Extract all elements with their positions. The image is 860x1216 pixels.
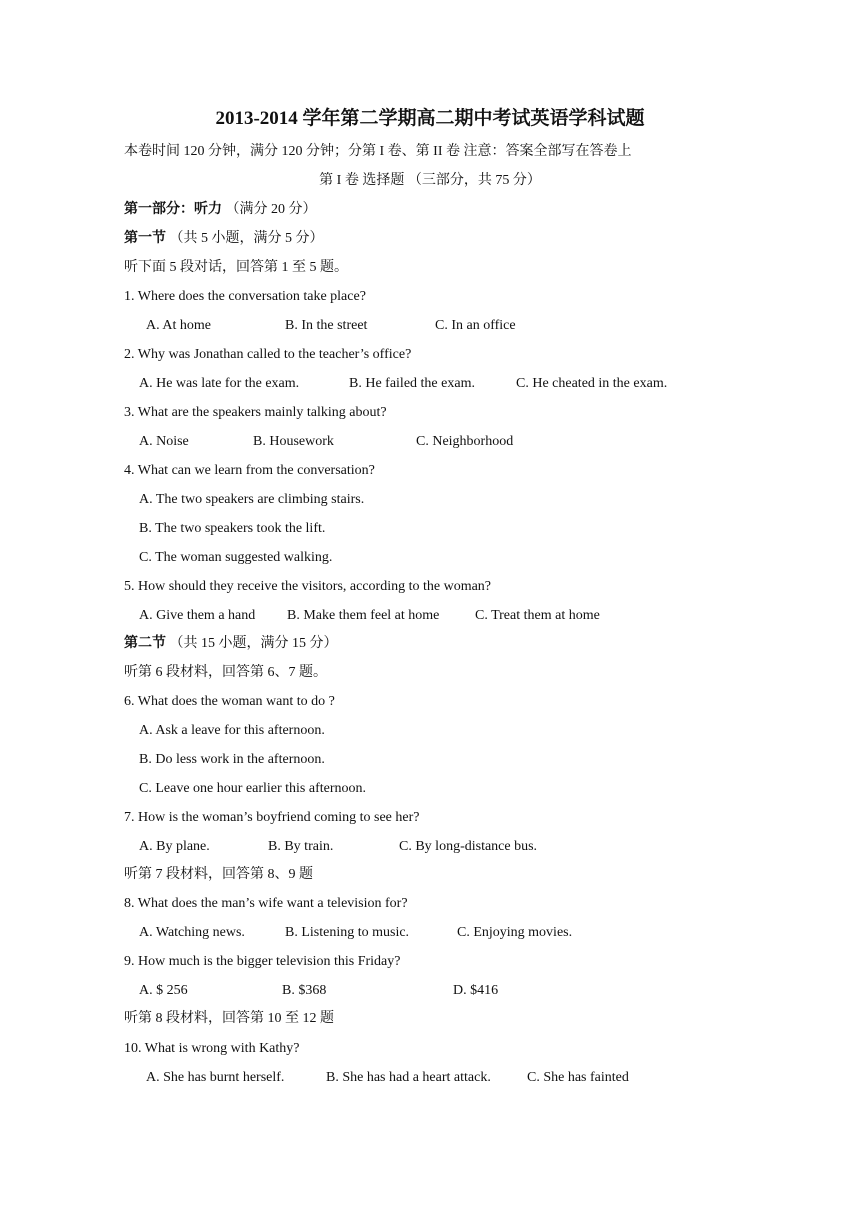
q8-option-b: B. Listening to music.	[285, 925, 410, 940]
q1-option-c: C. In an office	[435, 318, 516, 333]
q1-option-a: A. At home	[146, 318, 211, 333]
instruction-material-7: 听第 7 段材料，回答第 8、9 题	[124, 867, 313, 882]
q2-option-a: A. He was late for the exam.	[139, 376, 300, 391]
part1-heading	[124, 201, 317, 219]
part1-note: （满分 20 分）	[225, 202, 317, 217]
q3-option-a: A. Noise	[139, 434, 189, 449]
q2-option-b: B. He failed the exam.	[349, 376, 475, 391]
question-3: 3. What are the speakers mainly talking about?	[124, 405, 387, 420]
question-5: 5. How should they receive the visitors, according to the woman?	[124, 579, 492, 594]
question-10: 10. What is wrong with Kathy?	[124, 1041, 300, 1056]
question-8: 8. What does the man’s wife want a television for?	[124, 896, 408, 911]
section1-label: 第一节	[124, 231, 166, 246]
q10-option-b: B. She has had a heart attack.	[326, 1070, 491, 1085]
section1-instruction: 听下面 5 段对话，回答第 1 至 5 题。	[124, 260, 348, 275]
question-1: 1. Where does the conversation take place?	[124, 289, 366, 304]
q1-option-b: B. In the street	[285, 318, 368, 333]
section2-label: 第二节	[124, 636, 166, 651]
section1-note: （共 5 小题，满分 5 分）	[169, 231, 324, 246]
exam-intro: 本卷时间 120 分钟，满分 120 分钟；分第 I 卷、第 II 卷 注意：答案全部写在答卷上	[124, 144, 632, 159]
q7-option-c: C. By long-distance bus.	[399, 839, 538, 854]
q3-option-c: C. Neighborhood	[416, 434, 514, 449]
q6-option-b: B. Do less work in the afternoon.	[139, 752, 325, 767]
question-2: 2. Why was Jonathan called to the teacher’s office?	[124, 347, 412, 362]
question-9: 9. How much is the bigger television this Friday?	[124, 954, 401, 969]
instruction-material-6: 听第 6 段材料，回答第 6、7 题。	[124, 665, 327, 680]
q9-option-c: D. $416	[453, 983, 499, 998]
q5-option-a: A. Give them a hand	[139, 608, 256, 623]
q9-option-b: B. $368	[282, 983, 327, 998]
instruction-material-8: 听第 8 段材料，回答第 10 至 12 题	[124, 1011, 334, 1026]
q5-option-c: C. Treat them at home	[475, 608, 600, 623]
q7-option-b: B. By train.	[268, 839, 334, 854]
q6-option-c: C. Leave one hour earlier this afternoon.	[139, 781, 367, 796]
q7-option-a: A. By plane.	[139, 839, 210, 854]
section2-heading	[124, 635, 338, 653]
q4-option-b: B. The two speakers took the lift.	[139, 521, 326, 536]
section2-note: （共 15 小题，满分 15 分）	[169, 636, 338, 651]
volume-heading: 第 I 卷 选择题 （三部分，共 75 分）	[319, 173, 541, 188]
page-title: 2013-2014 学年第二学期高二期中考试英语学科试题	[215, 108, 645, 129]
part1-label: 第一部分：听力	[124, 202, 222, 217]
q3-option-b: B. Housework	[253, 434, 334, 449]
q8-option-c: C. Enjoying movies.	[457, 925, 573, 940]
q2-option-c: C. He cheated in the exam.	[516, 376, 668, 391]
question-6: 6. What does the woman want to do ?	[124, 694, 335, 709]
q8-option-a: A. Watching news.	[139, 925, 245, 940]
q10-option-a: A. She has burnt herself.	[146, 1070, 285, 1085]
question-7: 7. How is the woman’s boyfriend coming to see her?	[124, 810, 420, 825]
q6-option-a: A. Ask a leave for this afternoon.	[139, 723, 325, 738]
q4-option-a: A. The two speakers are climbing stairs.	[139, 492, 365, 507]
q9-option-a: A. $ 256	[139, 983, 188, 998]
question-4: 4. What can we learn from the conversation?	[124, 463, 375, 478]
q10-option-c: C. She has fainted	[527, 1070, 629, 1085]
q5-option-b: B. Make them feel at home	[287, 608, 440, 623]
section1-heading	[124, 230, 324, 248]
q4-option-c: C. The woman suggested walking.	[139, 550, 333, 565]
